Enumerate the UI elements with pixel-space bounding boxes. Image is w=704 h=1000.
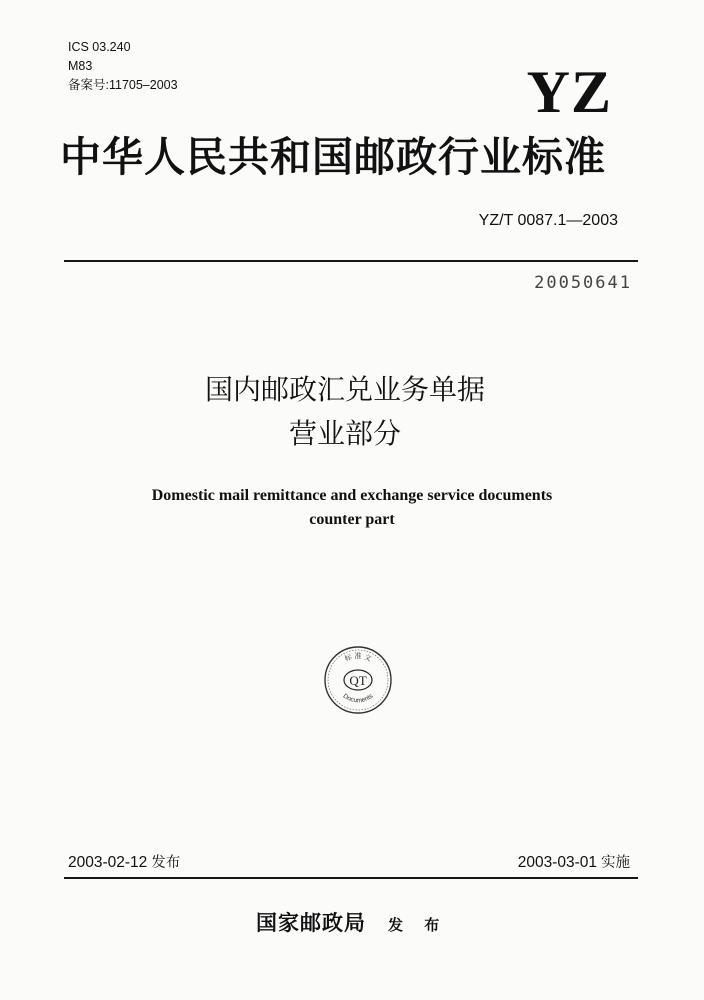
document-title-line-2: 营业部分 — [288, 417, 401, 450]
issue-date: 2003-02-12 — [68, 854, 148, 871]
qt-seal-icon — [322, 644, 394, 716]
issuer-block — [256, 907, 447, 937]
seal-bottom-text: Documents — [341, 692, 375, 705]
english-title-line-2: counter part — [309, 511, 395, 528]
standard-category-title: 中华人民共和国邮政行业标准 — [60, 133, 606, 181]
document-title-line-1: 国内邮政汇兑业务单据 — [204, 373, 485, 406]
document-metadata — [68, 38, 178, 95]
issue-date-block — [68, 851, 180, 872]
filing-number: 备案号:11705–2003 — [68, 78, 178, 92]
document-title — [0, 368, 704, 456]
issuer-name: 国家邮政局 — [256, 910, 366, 935]
footer-divider — [64, 877, 638, 879]
effective-label: 实施 — [601, 855, 630, 871]
header-divider — [64, 260, 638, 262]
stamped-number: 20050641 — [534, 273, 632, 293]
seal-center-text: QT — [349, 673, 367, 688]
effective-date-block — [518, 851, 630, 872]
issue-label: 发布 — [151, 855, 181, 871]
english-title-line-1: Domestic mail remittance and exchange service documents — [151, 487, 553, 504]
classification-code: M83 — [68, 59, 93, 73]
effective-date: 2003-03-01 — [517, 854, 597, 871]
issuer-action: 发 布 — [388, 916, 448, 934]
seal-top-text: 标 准 文 — [343, 652, 373, 663]
yz-logo: YZ — [526, 59, 612, 125]
english-title — [0, 484, 704, 532]
ics-code: ICS 03.240 — [68, 40, 131, 54]
standard-number: YZ/T 0087.1—2003 — [478, 212, 618, 229]
